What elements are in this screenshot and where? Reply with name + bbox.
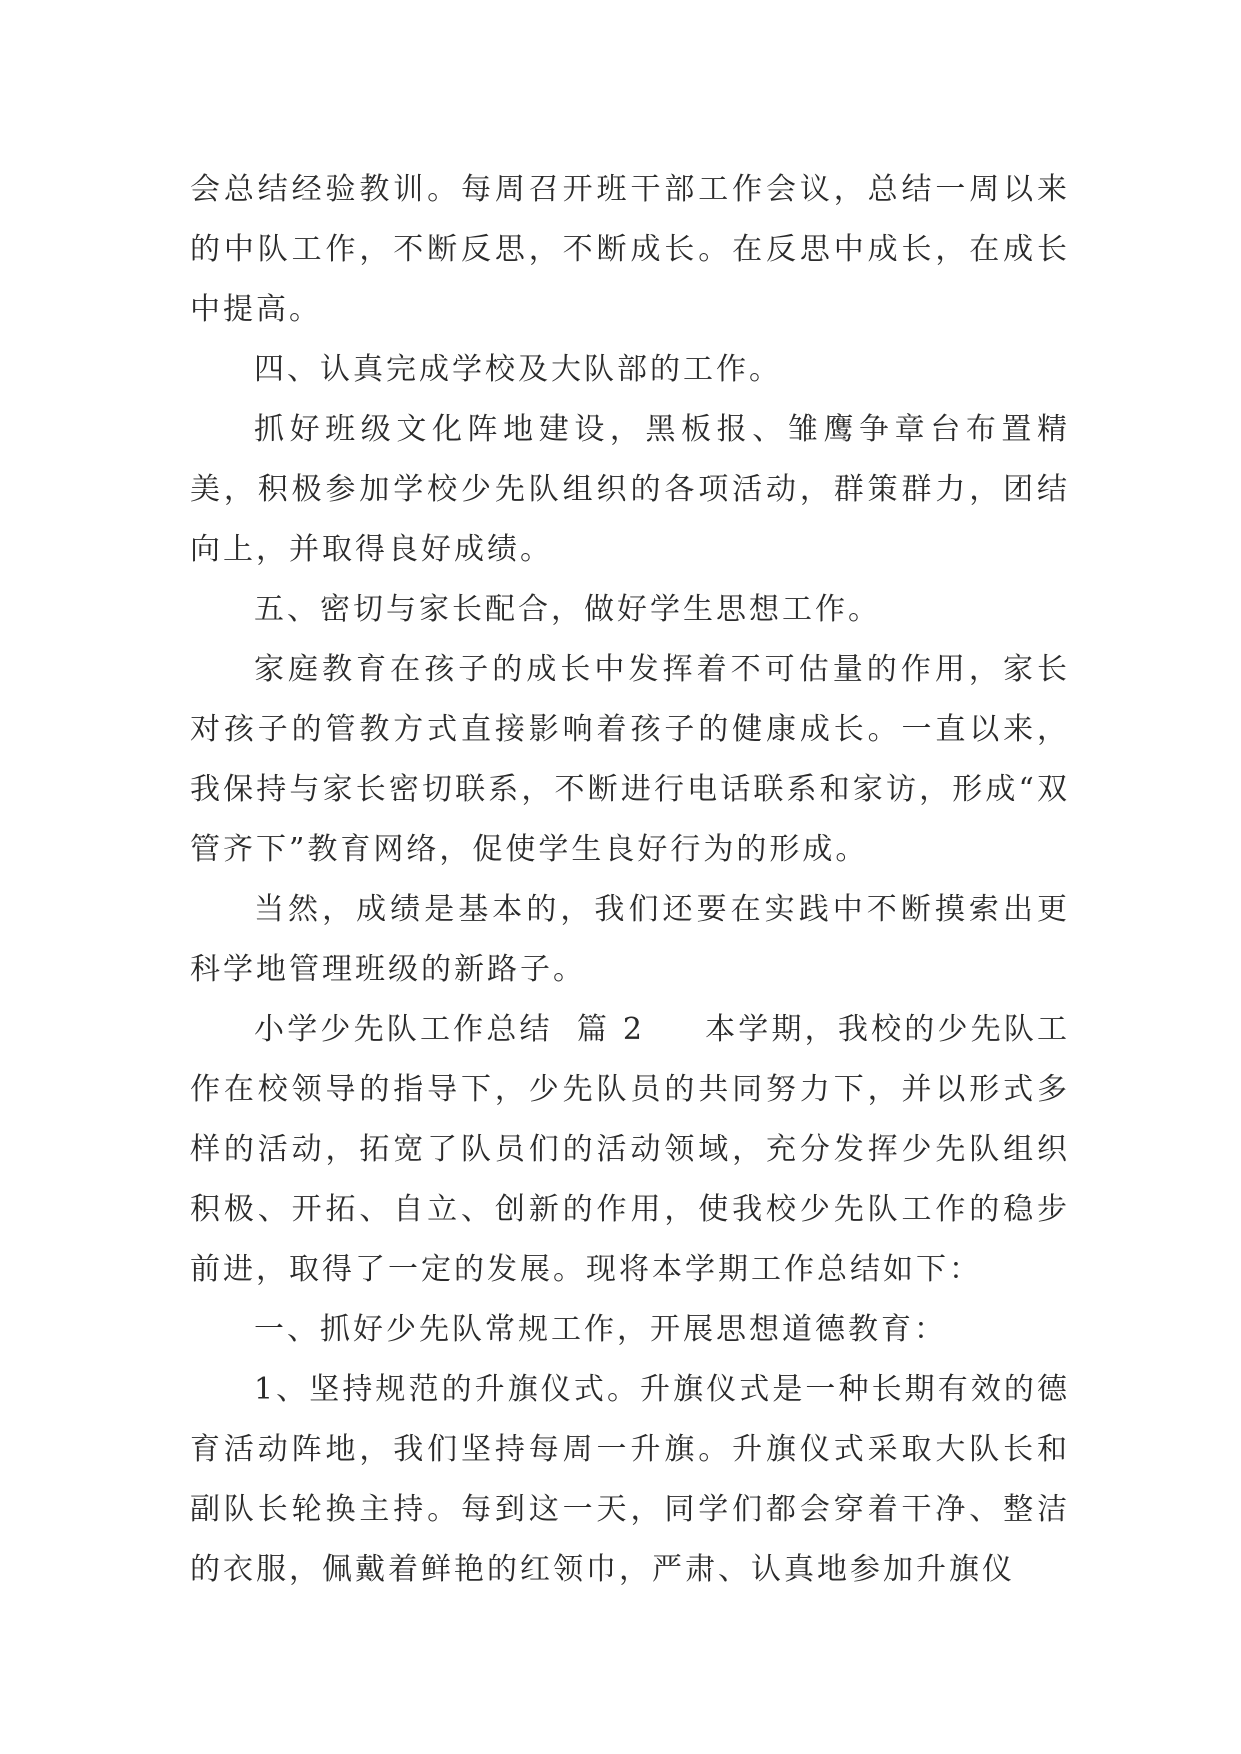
paragraph-3: 抓好班级文化阵地建设，黑板报、雏鹰争章台布置精美，积极参加学校少先队组织的各项活动，群策群力，团结向上，并取得良好成绩。 (190, 412, 1070, 567)
document-body (190, 160, 1070, 1600)
paragraph-6: 当然，成绩是基本的，我们还要在实践中不断摸索出更科学地管理班级的新路子。 (190, 892, 1070, 987)
section-lead-text: 本学期，我校的少先队工作在校领导的指导下，少先队员的共同努力下，并以形式多样的活动，拓宽了队员们的活动领域，充分发挥少先队组织积极、开拓、自立、创新的作用，使我校少先队工作的稳步前进，取得了一定的发展。现将本学期工作总结如下： (190, 1012, 1071, 1287)
section-title: 小学少先队工作总结 (254, 1012, 553, 1047)
section-part-label: 篇 2 (576, 1012, 645, 1047)
paragraph-heading-1: 一、抓好少先队常规工作，开展思想道德教育： (254, 1312, 947, 1347)
paragraph-item-1: 1、坚持规范的升旗仪式。升旗仪式是一种长期有效的德育活动阵地，我们坚持每周一升旗。升旗仪式采取大队长和副队长轮换主持。每到这一天，同学们都会穿着干净、整洁的衣服，佩戴着鲜艳的红领巾，严肃、认真地参加升旗仪 (190, 1372, 1070, 1587)
section-heading-paragraph (190, 1000, 1070, 1300)
paragraph-heading-4: 四、认真完成学校及大队部的工作。 (254, 352, 782, 387)
paragraph-1: 会总结经验教训。每周召开班干部工作会议，总结一周以来的中队工作，不断反思，不断成长。在反思中成长，在成长中提高。 (190, 172, 1070, 327)
paragraph-5: 家庭教育在孩子的成长中发挥着不可估量的作用，家长对孩子的管教方式直接影响着孩子的健康成长。一直以来，我保持与家长密切联系，不断进行电话联系和家访，形成“双管齐下”教育网络，促使学生良好行为的形成。 (190, 652, 1070, 867)
paragraph-heading-5: 五、密切与家长配合，做好学生思想工作。 (254, 592, 881, 627)
